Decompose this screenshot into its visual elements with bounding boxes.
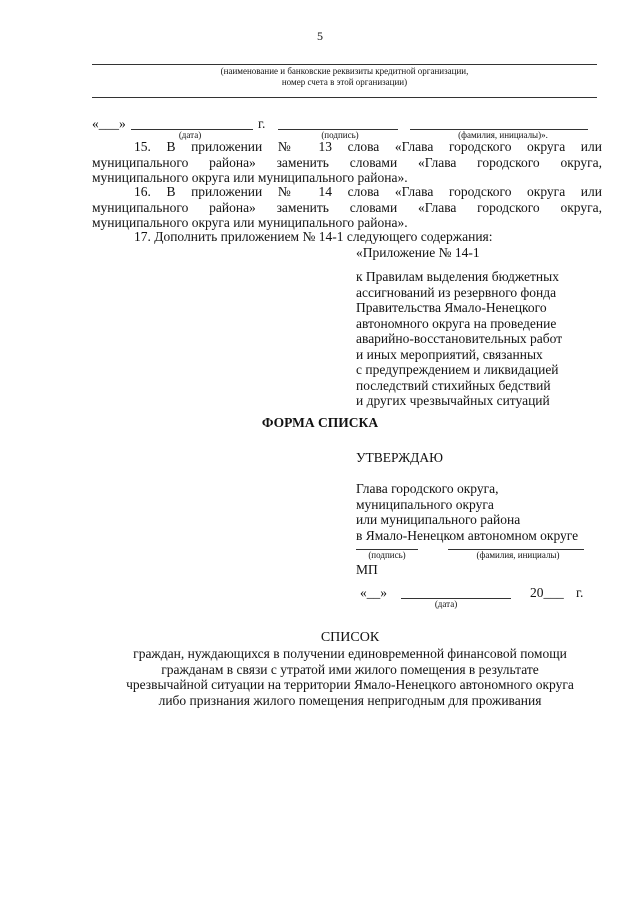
sig-year-suffix: г.	[258, 116, 266, 131]
sig-caption-date: (дата)	[178, 130, 202, 140]
bank-caption-line1: (наименование и банковские реквизиты кредитной организации,	[220, 66, 469, 76]
stamp-label: МП	[356, 562, 378, 577]
appendix-text	[356, 269, 606, 409]
sig-date-open: «___»	[92, 116, 126, 131]
head-line: Глава городского округа,	[356, 481, 499, 496]
item-15	[92, 139, 602, 186]
head-line: или муниципального района	[356, 512, 521, 527]
item-16-line1: 16. В приложении № 14 слова «Глава городского округа или	[134, 184, 602, 199]
appendix-line: с предупреждением и ликвидацией	[356, 362, 559, 377]
list-subtitle	[0, 646, 640, 708]
list-line: гражданам в связи с утратой ими жилого помещения в результате	[161, 661, 539, 677]
page-number: 5	[317, 29, 323, 43]
item-16-line3: муниципального округа или муниципального района».	[92, 215, 408, 230]
appendix-line: автономного округа на проведение	[356, 315, 557, 331]
appendix-line: последствий стихийных бедствий	[356, 377, 551, 393]
date-suffix: г.	[576, 585, 584, 600]
date-caption: (дата)	[434, 599, 458, 609]
approve-caption-name: (фамилия, инициалы)	[476, 550, 560, 560]
item-16	[92, 184, 602, 231]
item-15-line1: 15. В приложении № 13 слова «Глава городского округа или	[134, 139, 602, 154]
appendix-line: к Правилам выделения бюджетных	[356, 269, 559, 284]
bank-caption-line2: номер счета в этой организации)	[281, 77, 408, 87]
appendix-line: и иных мероприятий, связанных	[356, 346, 543, 362]
bank-requisites-line	[92, 64, 597, 65]
head-line: в Ямало-Ненецком автономном округе	[356, 527, 579, 543]
approve-caption-signature: (подпись)	[368, 550, 406, 560]
sig-caption-signature: (подпись)	[321, 130, 359, 140]
item-15-line3: муниципального округа или муниципального района».	[92, 170, 408, 185]
item-16-line2: муниципального района» заменить словами «Глава городского округа,	[92, 199, 602, 215]
list-line: либо признания жилого помещения непригодным для проживания	[158, 692, 542, 708]
appendix-title: «Приложение № 14-1	[356, 245, 480, 260]
list-line: граждан, нуждающихся в получении единовременной финансовой помощи	[133, 646, 567, 661]
item-15-line2: муниципального района» заменить словами «Глава городского округа,	[92, 154, 602, 170]
sig-caption-name: (фамилия, инициалы)».	[458, 130, 548, 140]
appendix-line: ассигнований из резервного фонда	[356, 284, 557, 300]
account-line	[92, 97, 597, 98]
appendix-line: аварийно-восстановительных работ	[356, 331, 563, 346]
list-line: чрезвычайной ситуации на территории Ямало-Ненецкого автономного округа	[126, 677, 574, 692]
date-open: «__»	[360, 585, 387, 600]
item-17: 17. Дополнить приложением № 14-1 следующего содержания:	[134, 229, 493, 244]
bank-caption	[92, 66, 597, 88]
approve-label: УТВЕРЖДАЮ	[356, 450, 444, 465]
list-title: СПИСОК	[320, 630, 380, 645]
head-line: муниципального округа	[356, 496, 494, 512]
date-year: 20___	[530, 585, 564, 600]
head-block	[356, 481, 606, 543]
appendix-line: и других чрезвычайных ситуаций	[356, 393, 550, 408]
form-title: ФОРМА СПИСКА	[261, 415, 379, 430]
appendix-line: Правительства Ямало-Ненецкого	[356, 300, 547, 315]
